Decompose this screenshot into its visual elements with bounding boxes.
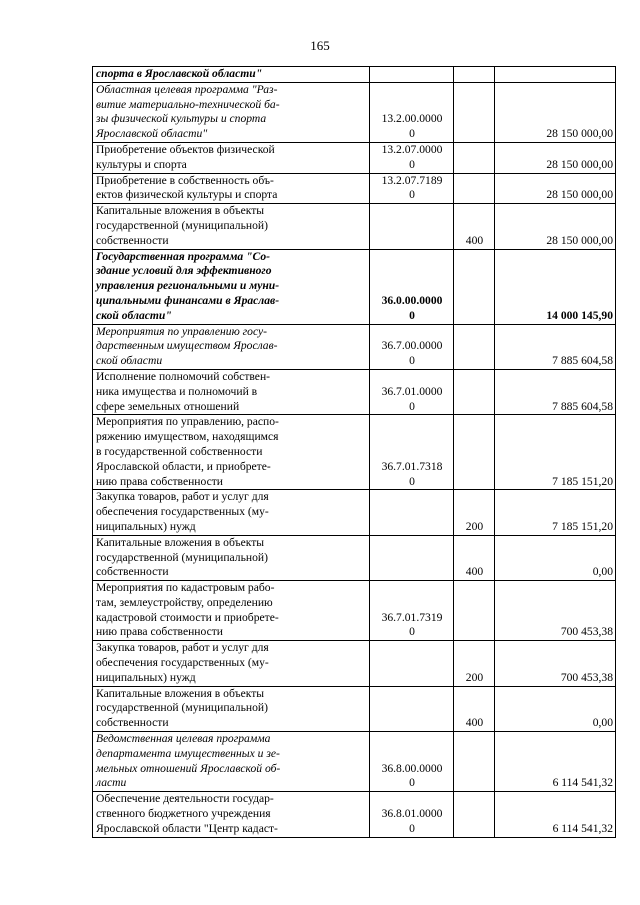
expense-type-cell-text: 200 — [465, 519, 484, 533]
expense-type-cell — [454, 415, 495, 490]
row-name-cell — [93, 581, 370, 641]
row-name-cell — [93, 142, 370, 173]
expense-type-cell — [454, 67, 495, 83]
row-name-cell-text: Закупка товаров, работ и услуг для обеспечения государственных (му- ниципальных) нужд — [96, 641, 269, 684]
amount-cell-text: 14 000 145,90 — [546, 308, 613, 322]
row-name-cell-text: Капитальные вложения в объекты государственной (муниципальной) собственности — [96, 204, 268, 247]
amount-cell-text: 700 453,38 — [560, 670, 613, 684]
amount-cell — [495, 641, 616, 686]
target-article-cell — [370, 324, 454, 369]
amount-cell — [495, 415, 616, 490]
expense-type-cell-text: 400 — [465, 233, 484, 247]
table-row — [93, 641, 616, 686]
amount-cell — [495, 535, 616, 580]
row-name-cell-text: Приобретение объектов физической культуры и спорта — [96, 142, 275, 171]
row-name-cell — [93, 415, 370, 490]
row-name-cell-text: Закупка товаров, работ и услуг для обеспечения государственных (му- ниципальных) нужд — [96, 490, 269, 533]
row-name-cell-text: Мероприятия по управлению госу- дарственным имуществом Ярослав- ской области — [96, 324, 278, 368]
amount-cell — [495, 581, 616, 641]
table-row — [93, 67, 616, 83]
row-name-cell — [93, 686, 370, 731]
row-name-cell-text: Капитальные вложения в объекты государственной (муниципальной) собственности — [96, 686, 268, 730]
amount-cell — [495, 686, 616, 731]
table-row — [93, 490, 616, 535]
amount-cell — [495, 249, 616, 324]
row-name-cell — [93, 249, 370, 324]
target-article-cell — [370, 641, 454, 686]
target-article-cell — [370, 415, 454, 490]
amount-cell — [495, 369, 616, 414]
expense-type-cell — [454, 82, 495, 142]
table-row — [93, 369, 616, 414]
expense-type-cell — [454, 792, 495, 837]
amount-cell-text: 7 885 604,58 — [552, 354, 613, 368]
row-name-cell-text: Капитальные вложения в объекты государственной (муниципальной) собственности — [96, 535, 268, 579]
target-article-cell — [370, 173, 454, 204]
target-article-cell-text: 36.7.00.0000 0 — [381, 339, 443, 368]
amount-cell — [495, 792, 616, 837]
table-row — [93, 173, 616, 204]
target-article-cell-text: 13.2.07.7189 0 — [381, 173, 443, 202]
table-row — [93, 686, 616, 731]
target-article-cell-text: 13.2.00.0000 0 — [381, 112, 443, 141]
table-row — [93, 732, 616, 792]
expense-type-cell — [454, 686, 495, 731]
target-article-cell — [370, 249, 454, 324]
table-row — [93, 415, 616, 490]
expense-type-cell — [454, 204, 495, 249]
target-article-cell — [370, 581, 454, 641]
target-article-cell — [370, 82, 454, 142]
amount-cell — [495, 67, 616, 83]
amount-cell — [495, 82, 616, 142]
expense-type-cell — [454, 173, 495, 204]
expense-type-cell — [454, 581, 495, 641]
expense-type-cell — [454, 490, 495, 535]
expense-type-cell — [454, 369, 495, 414]
row-name-cell-text: Областная целевая программа "Раз- витие материально-технической ба- зы физической культуры и спорта Ярославской области" — [96, 82, 280, 141]
expense-type-cell-text: 200 — [465, 670, 484, 684]
expense-type-cell — [454, 324, 495, 369]
target-article-cell — [370, 792, 454, 837]
row-name-cell-text: Приобретение в собственность объ- ектов физической культуры и спорта — [96, 173, 278, 202]
table-row — [93, 249, 616, 324]
row-name-cell — [93, 82, 370, 142]
amount-cell-text: 7 185 151,20 — [552, 474, 613, 488]
row-name-cell-text: Ведомственная целевая программа департамента имущественных и зе- мельных отношений Ярославской об- ласти — [96, 732, 281, 790]
amount-cell-text: 28 150 000,00 — [546, 127, 613, 141]
expense-type-cell-text: 400 — [465, 716, 484, 730]
expense-type-cell — [454, 142, 495, 173]
row-name-cell — [93, 369, 370, 414]
amount-cell-text: 28 150 000,00 — [546, 157, 613, 171]
target-article-cell-text: 36.7.01.0000 0 — [381, 384, 443, 413]
table-row — [93, 535, 616, 580]
amount-cell-text: 6 114 541,32 — [552, 776, 613, 790]
target-article-cell — [370, 67, 454, 83]
budget-table — [92, 66, 616, 838]
amount-cell-text: 0,00 — [592, 565, 613, 579]
row-name-cell-text: спорта в Ярославской области" — [96, 67, 263, 80]
amount-cell-text: 0,00 — [592, 716, 613, 730]
amount-cell-text: 28 150 000,00 — [546, 233, 613, 247]
expense-type-cell-text: 400 — [465, 565, 484, 579]
amount-cell — [495, 142, 616, 173]
expense-type-cell — [454, 641, 495, 686]
target-article-cell — [370, 369, 454, 414]
target-article-cell — [370, 732, 454, 792]
target-article-cell-text: 36.7.01.7318 0 — [381, 459, 443, 488]
row-name-cell-text: Мероприятия по управлению, распо- ряжению имуществом, находящимся в государственной собственности Ярославской области, и приобрете- нию права собственности — [96, 415, 279, 488]
target-article-cell — [370, 535, 454, 580]
expense-type-cell — [454, 732, 495, 792]
table-row — [93, 142, 616, 173]
amount-cell-text: 28 150 000,00 — [546, 188, 613, 202]
amount-cell-text: 700 453,38 — [560, 625, 613, 639]
row-name-cell — [93, 535, 370, 580]
target-article-cell — [370, 204, 454, 249]
amount-cell — [495, 204, 616, 249]
amount-cell-text: 6 114 541,32 — [552, 821, 613, 835]
row-name-cell-text: Исполнение полномочий собствен- ника имущества и полномочий в сфере земельных отношений — [96, 369, 271, 413]
target-article-cell-text: 36.0.00.0000 0 — [381, 293, 443, 322]
row-name-cell — [93, 324, 370, 369]
amount-cell-text: 7 885 604,58 — [552, 399, 613, 413]
page-number: 165 — [310, 38, 330, 53]
row-name-cell — [93, 732, 370, 792]
target-article-cell — [370, 490, 454, 535]
table-row — [93, 204, 616, 249]
row-name-cell — [93, 641, 370, 686]
target-article-cell — [370, 686, 454, 731]
row-name-cell — [93, 67, 370, 83]
amount-cell — [495, 324, 616, 369]
table-row — [93, 82, 616, 142]
target-article-cell — [370, 142, 454, 173]
amount-cell — [495, 490, 616, 535]
row-name-cell — [93, 173, 370, 204]
table-row — [93, 792, 616, 837]
expense-type-cell — [454, 535, 495, 580]
target-article-cell-text: 13.2.07.0000 0 — [381, 142, 443, 171]
amount-cell-text: 7 185 151,20 — [552, 519, 613, 533]
row-name-cell — [93, 490, 370, 535]
target-article-cell-text: 36.8.01.0000 0 — [381, 807, 443, 835]
row-name-cell-text: Мероприятия по кадастровым рабо- там, землеустройству, определению кадастровой стоимости и приобрете- нию права собственности — [96, 581, 279, 639]
amount-cell — [495, 732, 616, 792]
table-row — [93, 581, 616, 641]
target-article-cell-text: 36.7.01.7319 0 — [381, 610, 443, 639]
expense-type-cell — [454, 249, 495, 324]
row-name-cell — [93, 204, 370, 249]
amount-cell — [495, 173, 616, 204]
table-row — [93, 324, 616, 369]
row-name-cell-text: Государственная программа "Со- здание условий для эффективного управления региональными и муни- ципальными финансами в Яраслав- ской области" — [96, 249, 280, 322]
row-name-cell — [93, 792, 370, 837]
target-article-cell-text: 36.8.00.0000 0 — [381, 761, 443, 790]
row-name-cell-text: Обеспечение деятельности государ- ственного бюджетного учреждения Ярославской области "Центр кадаст- — [96, 792, 278, 835]
budget-table-body — [93, 67, 616, 838]
